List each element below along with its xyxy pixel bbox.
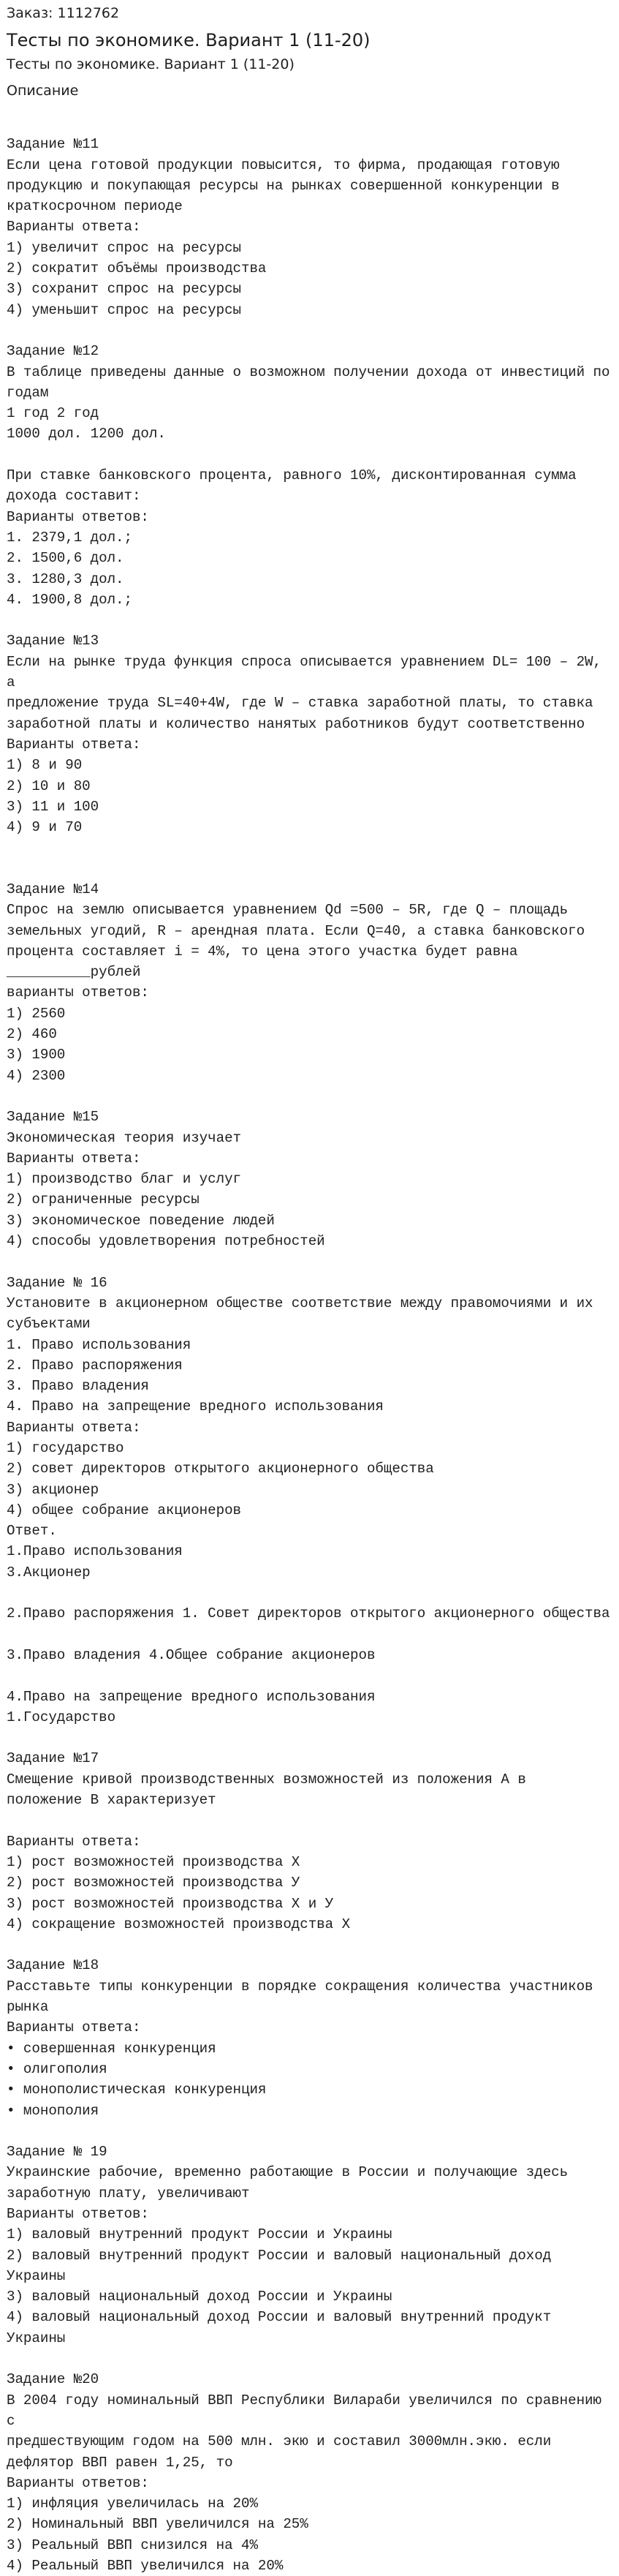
order-number: Заказ: 1112762 xyxy=(7,5,120,21)
document-body: Задание №11 Если цена готовой продукции повысится, то фирма, продающая готовую продукцию и покупающая ресурсы на рынках совершенной конкуренции в краткосрочном периоде Варианты ответа: 1) увеличит спрос на ресурсы 2) сократит объёмы производства 3) сохранит спрос на ресурсы 4) уменьшит спрос на ресурсы Задание №12 В таблице приведены данные о возможном получении дохода от инвестиций по годам 1 год 2 год 1000 дол. 1200 дол. При ставке банковского процента, равного 10%, дисконтированная сумма дохода составит: Варианты ответов: 1. 2379,1 дол.; 2. 1500,6 дол. 3. 1280,3 дол. 4. 1900,8 дол.; Задание №13 Если на рынке труда функция спроса описывается уравнением DL= 100 – 2W, а предложение труда SL=40+4W, где W – ставка заработной платы, то ставка заработной платы и количество нанятых работников будут соответственно Варианты ответа: 1) 8 и 90 2) 10 и 80 3) 11 и 100 4) 9 и 70 Задание №14 Спрос на землю описывается уравнением Qd =500 – 5R, где Q – площадь земельных угодий, R – арендная плата. Если Q=40, а ставка банковского процента составляет i = 4%, то цена этого участка будет равна __________рублей варианты ответов: 1) 2560 2) 460 3) 1900 4) 2300 Задание №15 Экономическая теория изучает Варианты ответа: 1) производство благ и услуг 2) ограниченные ресурсы 3) экономическое поведение людей 4) способы удовлетворения потребностей Задание № 16 Установите в акционерном обществе соответствие между правомочиями и их субъектами 1. Право использования 2. Право распоряжения 3. Право владения 4. Право на запрещение вредного использования Варианты ответа: 1) государство 2) совет директоров открытого акционерного общества 3) акционер 4) общее собрание акционеров Ответ. 1.Право использования 3.Акционер 2.Право распоряжения 1. Совет директоров открытого акционерного общества 3.Право владения 4.Общее собрание акционеров 4.Право на запрещение вредного использования 1.Государство Задание №17 Смещение кривой производственных возможностей из положения А в положение В характеризует Варианты ответа: 1) рост возможностей производства Х 2) рост возможностей производства У 3) рост возможностей производства Х и У 4) сокращение возможностей производства Х Задание №18 Расставьте типы конкуренции в порядке сокращения количества участников рынка Варианты ответа: • совершенная конкуренция • олигополия • монополистическая конкуренция • монополия Задание № 19 Украинские рабочие, временно работающие в России и получающие здесь заработную плату, увеличивают Варианты ответов: 1) валовый внутренний продукт России и Украины 2) валовый внутренний продукт России и валовый национальный доход Украины 3) валовый национальный доход России и Украины 4) валовый национальный доход России и валовый внутренний продукт Украины Задание №20 В 2004 году номинальный ВВП Республики Вилараби увеличился по сравнению с предшествующим годом на 500 млн. экю и составил 3000млн.экю. если дефлятор ВВП равен 1,25, то Варианты ответов: 1) инфляция увеличилась на 20% 2) Номинальный ВВП увеличился на 25% 3) Реальный ВВП снизился на 4% 4) Реальный ВВП увеличился на 20% xyxy=(7,136,610,2575)
description-heading: Описание xyxy=(7,83,79,99)
page-subtitle: Тесты по экономике. Вариант 1 (11-20) xyxy=(7,56,295,72)
page-title: Тесты по экономике. Вариант 1 (11-20) xyxy=(7,30,371,50)
